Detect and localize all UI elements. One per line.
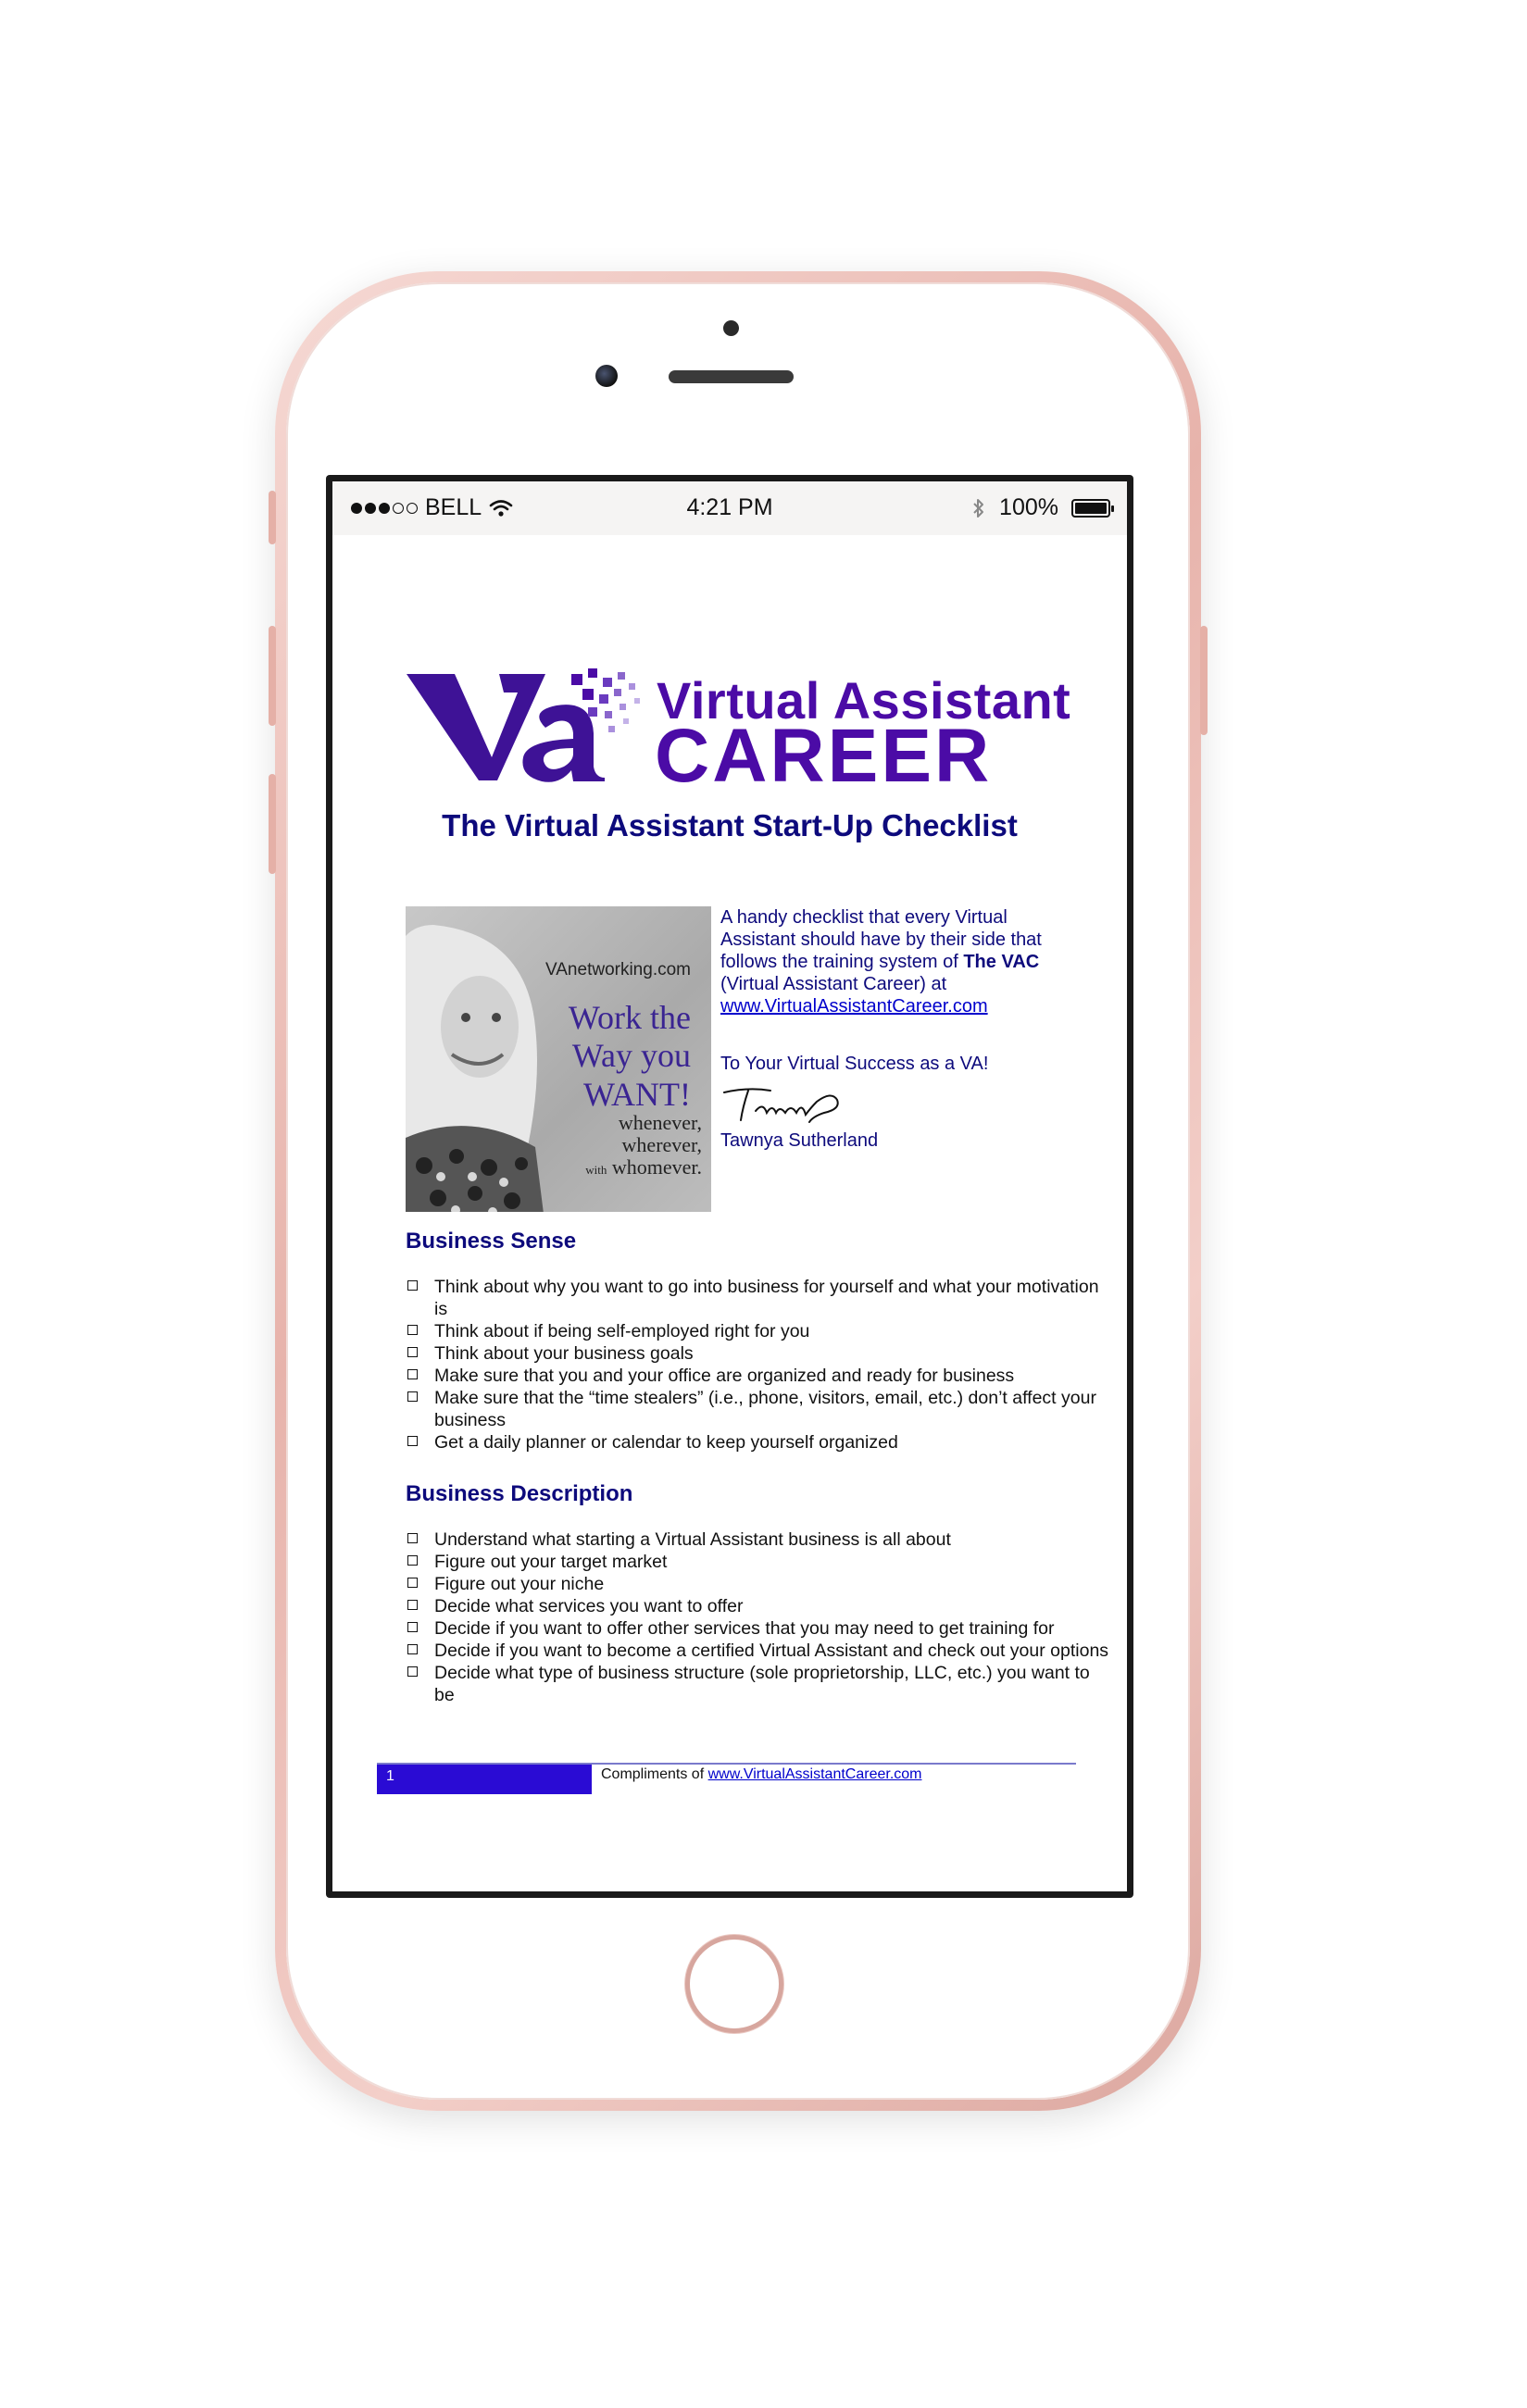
screen-content <box>332 481 1127 1891</box>
footer-text <box>601 1766 922 1783</box>
logo-text-career: CAREER <box>655 714 993 798</box>
battery-percent: 100% <box>999 494 1058 520</box>
person-photo-icon <box>406 925 554 1212</box>
checklist-item-label: Decide if you want to become a certified Virtual Assistant and check out your options <box>434 1641 1109 1661</box>
checkbox[interactable] <box>407 1280 418 1291</box>
checklist-item-label: Decide what services you want to offer <box>434 1596 744 1616</box>
intro-text-2: (Virtual Assistant Career) at <box>720 974 947 994</box>
promo-headline <box>569 999 691 1114</box>
checklist-item <box>406 1276 1109 1320</box>
intro-text: A handy checklist that every Virtual Assistant should have by their side that follows the training system of <box>720 907 1042 972</box>
checkbox[interactable] <box>407 1622 418 1632</box>
footer-link[interactable]: www.VirtualAssistantCareer.com <box>707 1766 922 1782</box>
checkbox[interactable] <box>407 1533 418 1543</box>
promo-line-4: whenever, <box>618 1111 702 1134</box>
phone-screen <box>326 475 1133 1898</box>
checkbox[interactable] <box>407 1666 418 1677</box>
status-right <box>971 494 1110 521</box>
checklist-item-label: Understand what starting a Virtual Assistant business is all about <box>434 1529 951 1550</box>
checklist-item-label: Get a daily planner or calendar to keep yourself organized <box>434 1432 898 1453</box>
promo-line-6-small: with <box>585 1163 607 1178</box>
checklist-item-label: Figure out your niche <box>434 1574 605 1594</box>
checklist-item <box>406 1387 1109 1431</box>
checklist-item <box>406 1573 1109 1595</box>
checkbox[interactable] <box>407 1325 418 1335</box>
checklist-item <box>406 1365 1109 1387</box>
checklist-item-label: Decide what type of business structure (sole proprietorship, LLC, etc.) you want to be <box>434 1663 1090 1705</box>
va-logo-mark <box>407 655 657 785</box>
page-number: 1 <box>377 1765 592 1794</box>
checkbox[interactable] <box>407 1347 418 1357</box>
checklist-item <box>406 1595 1109 1617</box>
promo-line-1: Work the <box>568 999 691 1036</box>
checklist-item <box>406 1342 1109 1365</box>
checklist-item-label: Think about why you want to go into business for yourself and what your motivation is <box>434 1277 1099 1319</box>
checklist-item-label: Decide if you want to offer other services that you may need to get training for <box>434 1618 1055 1639</box>
intro-link[interactable]: www.VirtualAssistantCareer.com <box>720 996 988 1017</box>
volume-up-button <box>269 626 276 726</box>
checklist-item <box>406 1662 1109 1706</box>
section-title-business-description: Business Description <box>406 1481 633 1506</box>
front-camera <box>595 365 618 387</box>
power-button <box>1200 626 1208 735</box>
checklist-item <box>406 1617 1109 1640</box>
bluetooth-icon <box>971 497 986 519</box>
section-title-business-sense: Business Sense <box>406 1229 577 1254</box>
status-time: 4:21 PM <box>686 494 773 520</box>
promo-line-6 <box>585 1156 702 1179</box>
checklist-item <box>406 1640 1109 1662</box>
home-button[interactable] <box>685 1935 783 2033</box>
earpiece-speaker <box>669 370 794 383</box>
checklist-item <box>406 1431 1109 1454</box>
signature-icon <box>720 1085 850 1126</box>
checkbox[interactable] <box>407 1600 418 1610</box>
checklist-item-label: Make sure that the “time stealers” (i.e., phone, visitors, email, etc.) don’t affect your business <box>434 1388 1096 1430</box>
promo-line-2: Way you <box>571 1037 691 1075</box>
proximity-sensor <box>723 320 739 336</box>
checkbox[interactable] <box>407 1391 418 1402</box>
carrier-name: BELL <box>425 494 482 520</box>
pdf-document-page <box>332 535 1127 1891</box>
battery-icon <box>1071 499 1110 518</box>
promo-subtext <box>585 1112 702 1179</box>
checklist-business-sense <box>406 1276 1109 1454</box>
promo-image <box>406 906 711 1212</box>
checkbox[interactable] <box>407 1555 418 1566</box>
checklist-item-label: Make sure that you and your office are organized and ready for business <box>434 1366 1015 1386</box>
checklist-item-label: Figure out your target market <box>434 1552 668 1572</box>
promo-line-5: wherever, <box>621 1133 702 1157</box>
footer-prefix: Compliments of <box>601 1766 708 1782</box>
checklist-item-label: Think about your business goals <box>434 1343 694 1364</box>
sign-off: To Your Virtual Success as a VA! <box>720 1054 989 1074</box>
status-bar <box>332 481 1127 535</box>
checkbox[interactable] <box>407 1369 418 1379</box>
mute-switch <box>269 491 276 544</box>
volume-down-button <box>269 774 276 874</box>
checkbox[interactable] <box>407 1578 418 1588</box>
checkbox[interactable] <box>407 1436 418 1446</box>
promo-site: VAnetworking.com <box>545 960 691 979</box>
checklist-item <box>406 1551 1109 1573</box>
intro-paragraph <box>720 906 1082 1017</box>
promo-line-3: WANT! <box>583 1075 691 1113</box>
signer-name: Tawnya Sutherland <box>720 1130 879 1151</box>
checklist-item <box>406 1320 1109 1342</box>
checkbox[interactable] <box>407 1644 418 1654</box>
intro-bold: The VAC <box>963 952 1040 972</box>
checklist-item-label: Think about if being self-employed right for you <box>434 1321 810 1341</box>
checklist-business-description <box>406 1528 1109 1706</box>
checklist-item <box>406 1528 1109 1551</box>
logo-text-virtual-assistant: Virtual Assistant <box>657 671 1071 730</box>
va-career-logo <box>407 655 1071 798</box>
promo-line-6-main: whomever. <box>611 1155 702 1179</box>
document-title: The Virtual Assistant Start-Up Checklist <box>442 808 1018 842</box>
